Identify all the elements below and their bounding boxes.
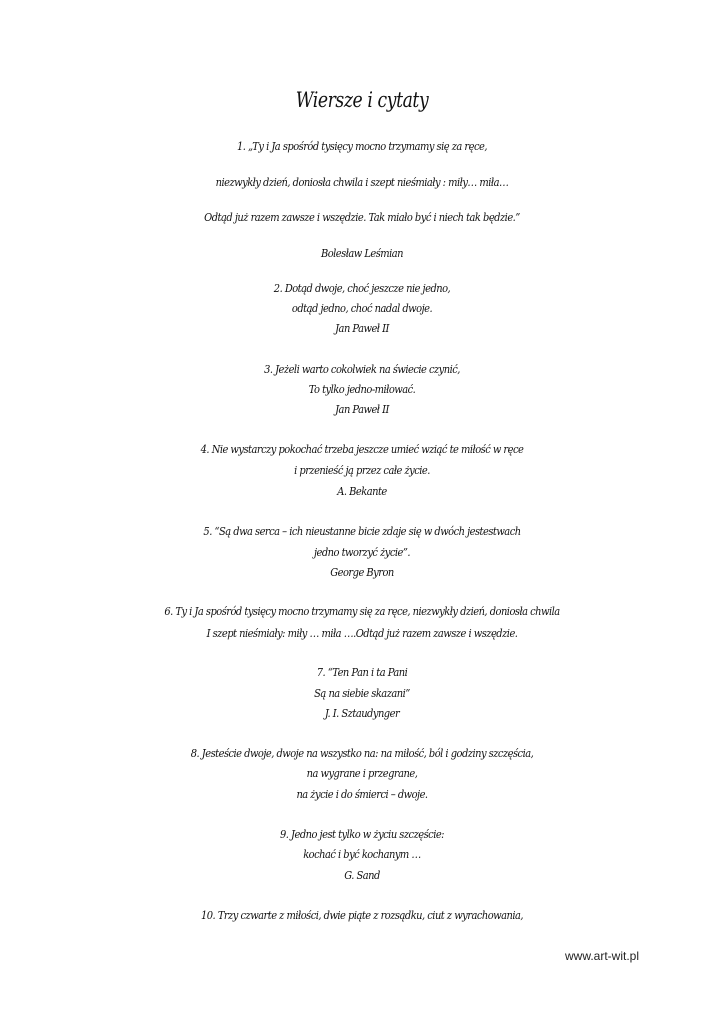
quote-5-line-2: jedno tworzyć życie”. [313,545,411,559]
quote-5-line-1: 5. “Są dwa serca – ich nieustanne bicie zdaje się w dwóch jestestwach [203,524,521,538]
quote-5-author: George Byron [330,565,394,579]
quote-1-line-3: Odtąd już razem zawsze i wszędzie. Tak miało być i niech tak będzie.” [204,210,520,224]
page-title: Wiersze i cytaty [295,88,429,112]
quote-2-line-1: 2. Dotąd dwoje, choć jeszcze nie jedno, [273,281,451,295]
quote-7-line-1: 7. “Ten Pan i ta Pani [316,665,408,679]
quote-10-line-1: 10. Trzy czwarte z miłości, dwie piąte z rozsądku, ciut z wyrachowania, [201,908,523,922]
website-footer: www.art-wit.pl [564,949,639,963]
quote-3-line-1: 3. Jeżeli warto cokolwiek na świecie czynić, [264,362,460,376]
quote-8-line-3: na życie i do śmierci – dwoje. [296,787,428,801]
quote-4-line-2: i przenieść ją przez całe życie. [294,463,430,477]
quote-6-line-2: I szept nieśmiały: miły … miła ….Odtąd już razem zawsze i wszędzie. [206,626,518,640]
quote-7-line-2: Są na siebie skazani” [314,686,410,700]
quote-1-line-1: 1. „Ty i Ja spośród tysięcy mocno trzymamy się za ręce, [237,139,487,153]
quote-1-author: Bolesław Leśmian [320,246,404,260]
quote-4-line-1: 4. Nie wystarczy pokochać trzeba jeszcze umieć wziąć te miłość w ręce [200,442,524,456]
quote-2-line-2: odtąd jedno, choć nadal dwoje. [291,301,433,315]
quote-7-author: J. I. Sztaudynger [324,706,400,720]
quote-8-line-1: 8. Jesteście dwoje, dwoje na wszystko na: na miłość, ból i godziny szczęścia, [190,746,534,760]
quote-3-author: Jan Paweł II [335,402,389,416]
quote-9-author: G. Sand [344,868,380,882]
quote-9-line-2: kochać i być kochanym … [303,847,421,861]
quote-6-line-1: 6. Ty i Ja spośród tysięcy mocno trzymamy się za ręce, niezwykły dzień, doniosła chwila [164,604,560,618]
quote-3-line-2: To tylko jedno-miłować. [308,382,416,396]
quote-8-line-2: na wygrane i przegrane, [306,766,418,780]
quote-2-author: Jan Paweł II [335,321,389,335]
quote-1-line-2: niezwykły dzień, doniosła chwila i szept nieśmiały : miły… miła… [215,175,509,189]
quote-4-author: A. Bekante [337,484,387,498]
quote-9-line-1: 9. Jedno jest tylko w życiu szczęście: [280,827,444,841]
